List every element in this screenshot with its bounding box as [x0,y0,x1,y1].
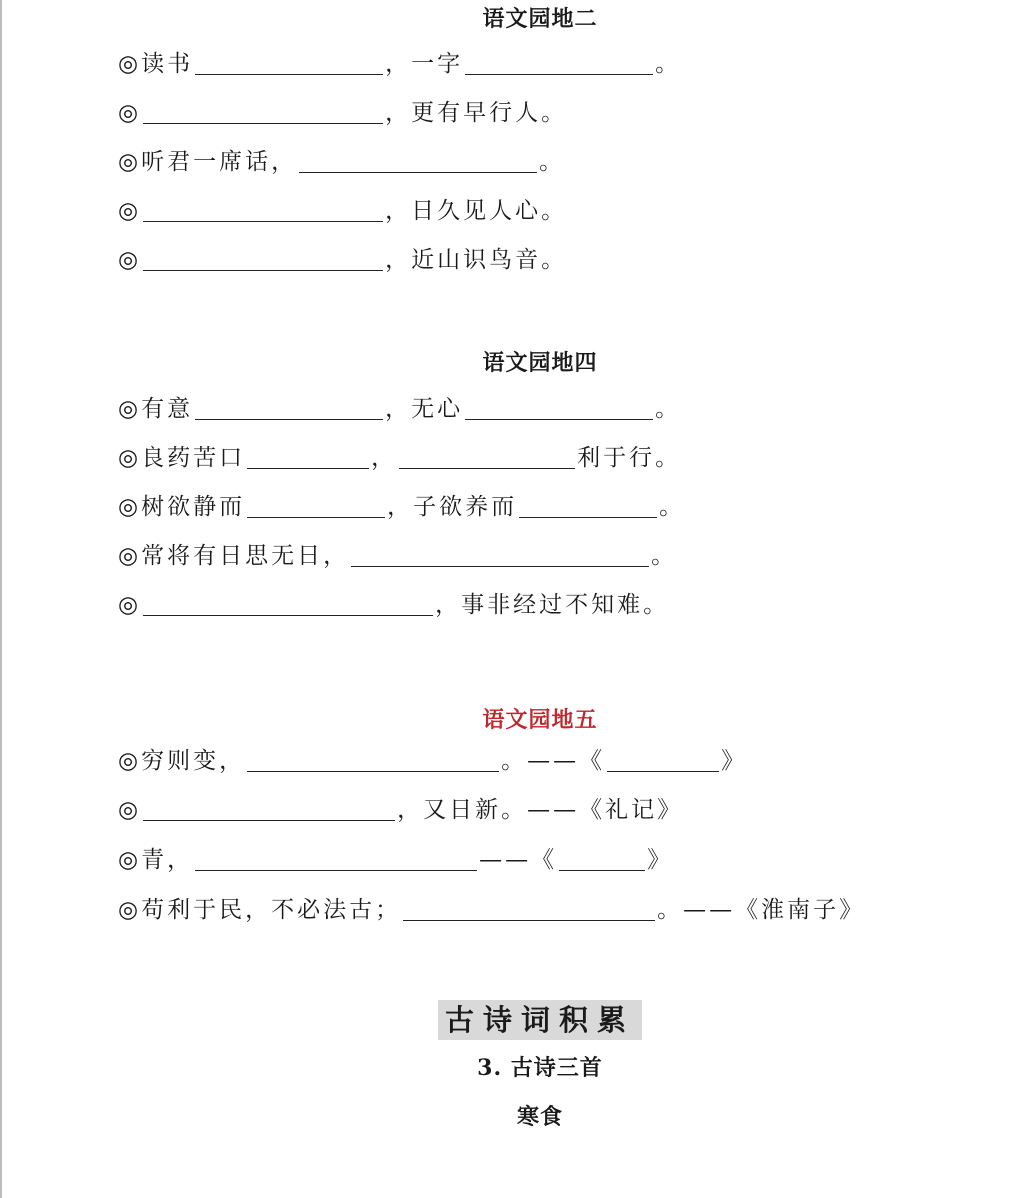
fill-in-line [118,392,681,426]
line-text: ，一字 [385,51,464,77]
section-title: 语文园地二 [482,6,598,32]
answer-blank[interactable] [195,395,383,420]
answer-blank[interactable] [559,846,645,871]
line-text: 利于行。 [577,445,682,471]
line-text: ， [371,445,398,471]
line-text: ◎常将有日思无日， [118,543,350,569]
answer-blank[interactable] [351,542,649,567]
fill-in-line [118,539,677,573]
fill-in-line [118,843,673,877]
line-text: ◎ [118,247,142,273]
fill-in-line [118,194,567,228]
line-text: 。 [655,51,682,77]
line-text: 。 [539,149,566,175]
answer-blank[interactable] [143,246,383,271]
line-text: ，更有早行人。 [385,100,568,126]
answer-blank[interactable] [143,197,383,222]
line-text: ◎树欲静而 [118,494,246,520]
answer-blank[interactable] [143,99,383,124]
line-text: ◎青， [118,847,194,873]
fill-in-line [118,96,567,130]
line-text: ，无心 [385,396,464,422]
answer-blank[interactable] [247,444,369,469]
line-text: ◎有意 [118,396,194,422]
answer-blank[interactable] [143,796,395,821]
line-text: ◎良药苦口 [118,445,246,471]
fill-in-line [118,893,865,927]
fill-in-line [118,588,669,622]
answer-blank[interactable] [143,591,433,616]
line-text: 。 [655,396,682,422]
line-text: ，日久见人心。 [385,198,568,224]
answer-blank[interactable] [247,493,385,518]
line-text: 。 [651,543,678,569]
answer-blank[interactable] [195,846,477,871]
answer-blank[interactable] [399,444,575,469]
fill-in-line [118,744,747,778]
poetry-heading: 古诗词积累 [438,1000,642,1040]
line-text: ◎ [118,797,142,823]
lesson-subtitle: 3. 古诗三首 [477,1055,603,1081]
line-text: ，子欲养而 [387,494,518,520]
line-text: ◎穷则变， [118,748,246,774]
line-text: ◎苟利于民，不必法古； [118,897,402,923]
answer-blank[interactable] [299,148,537,173]
section-title: 语文园地五 [482,707,598,733]
line-text: ◎读书 [118,51,194,77]
line-text: ——《 [479,847,558,873]
section-title: 语文园地四 [482,350,598,376]
answer-blank[interactable] [195,50,383,75]
line-text: 》 [721,748,748,774]
fill-in-line [118,145,565,179]
answer-blank[interactable] [519,493,657,518]
answer-blank[interactable] [403,896,655,921]
line-text: 。 [659,494,686,520]
line-text: ◎ [118,100,142,126]
fill-in-line [118,441,681,475]
line-text: ，近山识鸟音。 [385,247,568,273]
line-text: 》 [647,847,674,873]
answer-blank[interactable] [247,747,499,772]
fill-in-line [118,793,683,827]
line-text: 。——《淮南子》 [657,897,866,923]
poem-title: 寒食 [516,1104,563,1130]
line-text: ，事非经过不知难。 [435,592,670,618]
answer-blank[interactable] [465,50,653,75]
fill-in-line [118,47,681,81]
line-text: ◎听君一席话， [118,149,298,175]
line-text: ◎ [118,592,142,618]
line-text: ，又日新。——《礼记》 [397,797,684,823]
answer-blank[interactable] [607,747,719,772]
fill-in-line [118,243,567,277]
line-text: ◎ [118,198,142,224]
answer-blank[interactable] [465,395,653,420]
line-text: 。——《 [501,748,606,774]
fill-in-line [118,490,685,524]
